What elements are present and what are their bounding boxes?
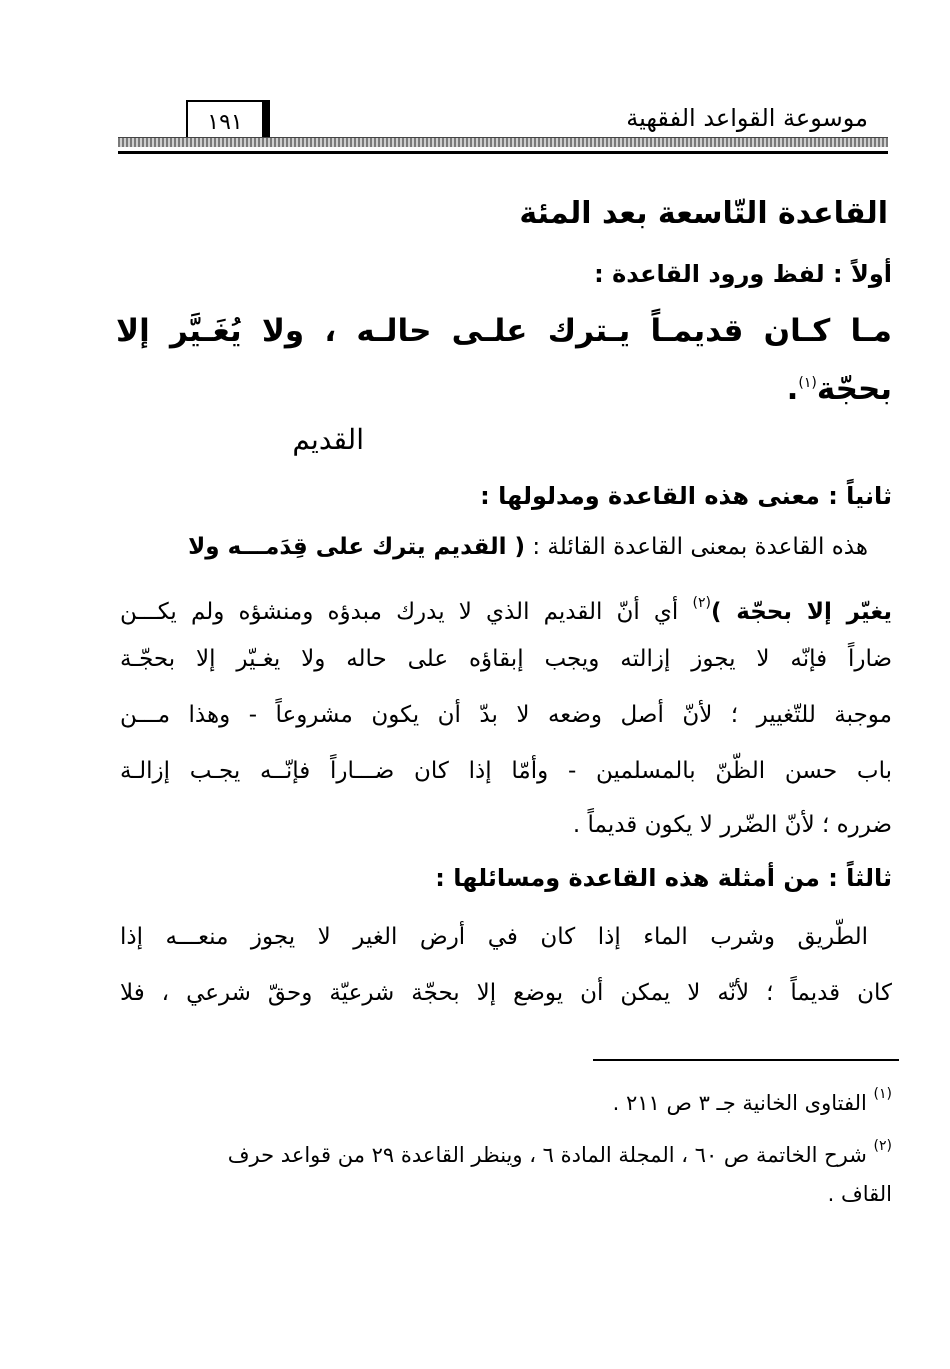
footnote-separator [593, 1059, 899, 1061]
section2-line3: ضاراً فإنّه لا يجوز إزالته ويجب إبقاؤه على حاله ولا يغـيّر إلا بحجّـة [120, 646, 892, 672]
section2-quoted-rule-part2: يغيّر إلا بحجّة ) [710, 599, 892, 625]
page-number: ١٩١ [207, 110, 243, 135]
section3-line2: كان قديماً ؛ لأنّه لا يمكن أن يوضع إلا بحجّة شرعيّة وحقّ شرعي ، فلا [120, 980, 892, 1006]
rule-heading: القاعدة التّاسعة بعد المئة [519, 196, 888, 231]
footnote-2 [130, 1130, 892, 1171]
section2-line1-plain: هذه القاعدة بمعنى القاعدة القائلة : [525, 534, 868, 560]
footnote-2-text: شرح الخاتمة ص ٦٠ ، المجلة المادة ٦ ، وينظر القاعدة ٢٩ من قواعد حرف [227, 1143, 867, 1167]
footnote-1-text: الفتاوى الخانية جـ ٣ ص ٢١١ . [612, 1091, 867, 1115]
section3-line1: الطّريق وشرب الماء إذا كان في أرض الغير لا يجوز منعـــه إذا [120, 924, 868, 950]
section2-quoted-rule-part1: ( القديم يترك على قِدَمـــه ولا [188, 534, 526, 560]
footnote-2-continuation: القاف . [827, 1182, 892, 1206]
footnote-1 [613, 1078, 892, 1119]
section2-line6: ضرره ؛ لأنّ الضّرر لا يكون قديماً . [572, 812, 892, 838]
section2-line5: باب حسن الظّنّ بالمسلمين - وأمّا إذا كان ضـــاراً فإنّــه يجـب إزالـة [120, 758, 892, 784]
section2-line4: موجبة للتّغيير ؛ لأنّ أصل وضعه لا بدّ أن يكون مشروعاً - وهذا مـــن [120, 702, 892, 728]
section2-line2 [120, 586, 892, 629]
header-rule-line [118, 151, 888, 154]
header-rule-band [118, 137, 888, 147]
footnote-1-marker: (١) [873, 1086, 892, 1102]
section2-title: ثانياً : معنى هذه القاعدة ومدلولها : [480, 482, 892, 510]
rule-text-line1: مـا كـان قديمـاً يـترك علـى حالـه ، ولا يُغَـيَّر إلا [116, 313, 892, 349]
rule-text-line2 [787, 360, 892, 412]
footnote-ref-1: (١) [798, 375, 817, 391]
handwritten-note: القديم [292, 423, 364, 456]
footnote-2-marker: (٢) [873, 1138, 892, 1154]
section2-line1 [188, 530, 868, 564]
section3-title: ثالثاً : من أمثلة هذه القاعدة ومسائلها : [435, 864, 892, 892]
section1-title: أولاً : لفظ ورود القاعدة : [594, 260, 892, 288]
footnote-ref-2: (٢) [692, 595, 711, 611]
section2-line2-plain: أي أنّ القديم الذي لا يدرك مبدؤه ومنشؤه ولم يكـــن [120, 599, 693, 625]
rule-text-period: . [786, 371, 799, 407]
running-title: موسوعة القواعد الفقهية [626, 104, 868, 132]
rule-text-word: بحجّة [816, 371, 892, 407]
